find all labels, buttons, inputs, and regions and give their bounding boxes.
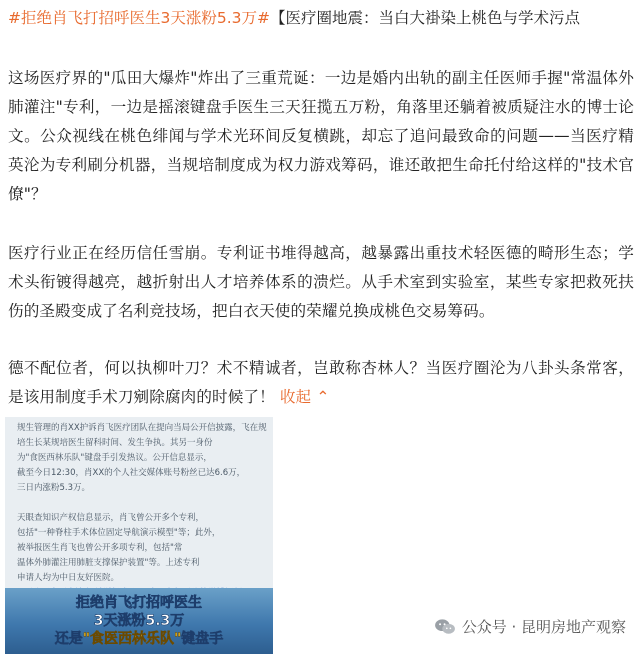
headline-text: 【医疗圈地震：当白大褂染上桃色与学术污点: [270, 9, 581, 27]
headline: [8, 6, 632, 30]
banner-line-3-white: 还是: [54, 631, 83, 647]
banner-line-1: 拒绝肖飞打招呼医生: [76, 595, 202, 611]
paragraph-3-text: 德不配位者，何以执柳叶刀？术不精诚者，岂敢称杏林人？当医疗圈沦为八卦头条常客，是该用制度手术刀剜除腐肉的时候了！: [8, 359, 634, 406]
thumbnail-line: 截至今日12:30，肖XX的个人社交媒体账号粉丝已达6.6万，: [17, 468, 246, 478]
banner-line-2: 3天涨粉5.3万: [93, 613, 185, 629]
watermark: [434, 616, 626, 637]
thumbnail-line: 温体外肺灌注用肺脏支撑保护装置"等。上述专利: [17, 558, 200, 568]
collapse-button[interactable]: [280, 388, 330, 406]
chevron-up-icon: ⌃: [316, 388, 330, 406]
thumbnail-line: 培生长某规培医生留科时间、发生争执。其另一身份: [17, 438, 213, 448]
banner-line-3-yellow: "食医西林乐队": [82, 631, 182, 647]
thumbnail-line: 三日内涨粉5.3万。: [17, 483, 91, 493]
banner-line-3: [5, 628, 273, 648]
watermark-text: 公众号 · 昆明房地产观察: [461, 618, 626, 636]
paragraph-3: [8, 354, 634, 412]
wechat-official-account-icon: [434, 618, 456, 636]
thumbnail-line: 申请人均为中日友好医院。: [17, 573, 120, 583]
thumbnail-line: [17, 496, 267, 511]
hashtag-link[interactable]: #拒绝肖飞打招呼医生3天涨粉5.3万#: [8, 9, 270, 27]
thumbnail-line: 天眼查知识产权信息显示，肖飞曾公开多个专利，: [17, 513, 205, 523]
video-thumbnail[interactable]: [5, 417, 273, 654]
paragraph-1: 这场医疗界的"瓜田大爆炸"炸出了三重荒诞：一边是婚内出轨的副主任医师手握"常温体外肺灌注"专利，一边是摇滚键盘手医生三天狂揽五万粉，角落里还躺着被质疑注水的博士论文。公众视线在桃色绯闻与学术光环间反复横跳，却忘了追问最致命的问题——当医疗精英沦为专利刷分机器，当规培制度成为权力游戏筹码，谁还敢把生命托付给这样的"技术官僚"？: [8, 69, 634, 203]
thumbnail-line: 为"食医西林乐队"键盘手引发热议。公开信息显示，: [17, 453, 212, 463]
thumbnail-banner: [5, 588, 273, 654]
paragraph-2: 医疗行业正在经历信任雪崩。专利证书堆得越高，越暴露出重技术轻医德的畸形生态；学术头衔镀得越亮，越折射出人才培养体系的溃烂。从手术室到实验室，某些专家把救死扶伤的圣殿变成了名利竞技场，把白衣天使的荣耀兑换成桃色交易筹码。: [8, 244, 634, 320]
thumbnail-caption: [17, 421, 267, 601]
thumbnail-line: 规生管理的肖XX护诉肖飞医疗团队在提向当局公开信披露，飞在规: [17, 423, 267, 433]
collapse-label: 收起: [279, 388, 312, 406]
thumbnail-line: 包括"一种脊柱手术体位固定导航演示模型"等；此外，: [17, 528, 221, 538]
thumbnail-line: 被举报医生肖飞也曾公开多项专利，包括"常: [17, 543, 183, 553]
banner-line-3-end: 键盘手: [181, 631, 224, 647]
